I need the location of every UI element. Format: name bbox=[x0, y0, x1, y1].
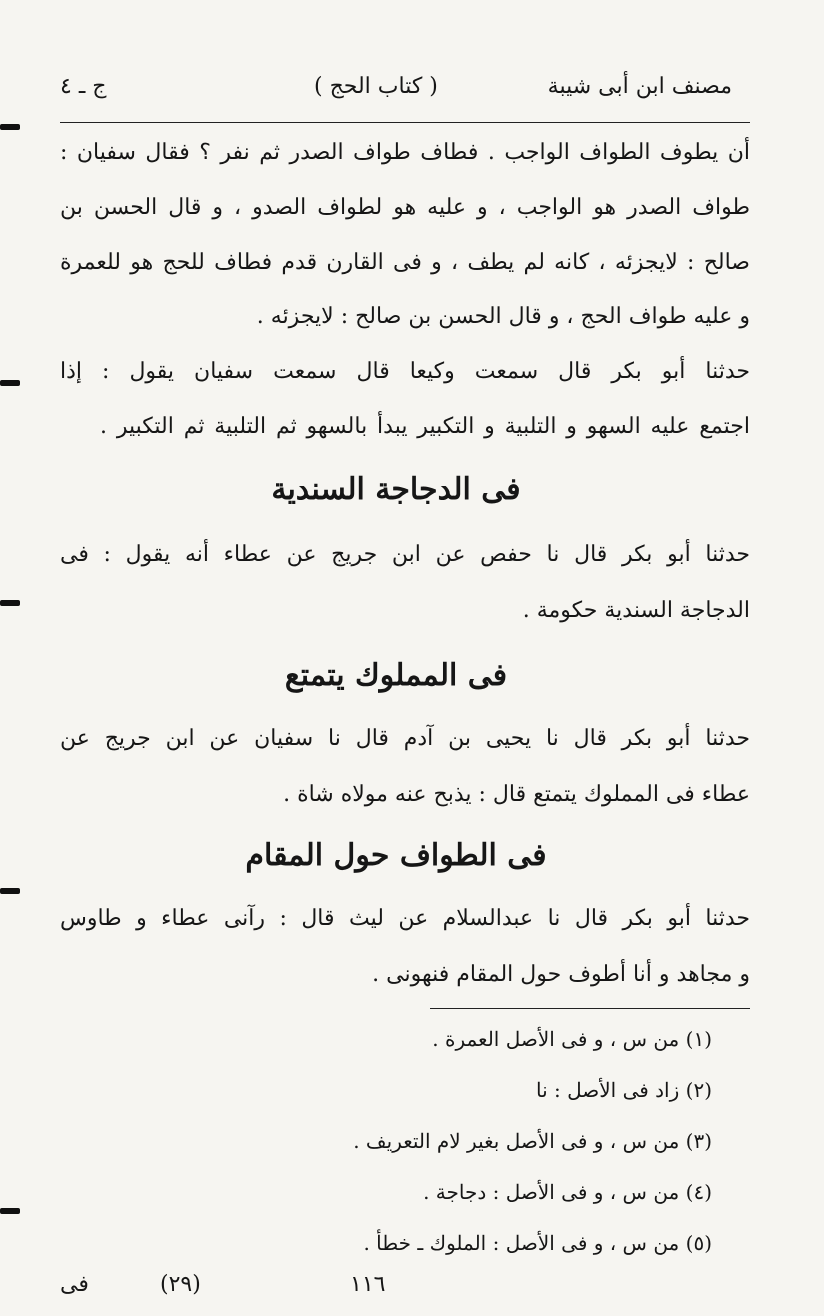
page-number: ١١٦ bbox=[350, 1272, 386, 1297]
body-line: حدثنا أبو بكر قال نا عبدالسلام عن ليث قال : رآنى عطاء و طاوس bbox=[60, 906, 750, 931]
section-heading: فى المملوك يتمتع bbox=[284, 658, 508, 693]
section-heading: فى الدجاجة السندية bbox=[271, 472, 521, 507]
scan-margin-mark bbox=[0, 1208, 20, 1214]
section-heading: فى الطواف حول المقام bbox=[245, 838, 547, 873]
scan-margin-mark bbox=[0, 124, 20, 130]
footnote: (٥) من س ، و فى الأصل : الملوك ـ خطأ . bbox=[363, 1231, 712, 1255]
body-line: حدثنا أبو بكر قال سمعت وكيعا قال سمعت سفيان يقول : إذا bbox=[60, 359, 750, 384]
volume-number: (٢٩) bbox=[160, 1272, 201, 1297]
body-line: طواف الصدر هو الواجب ، و عليه هو لطواف الصدو ، و قال الحسن بن bbox=[60, 195, 750, 220]
body-line: حدثنا أبو بكر قال نا حفص عن ابن جريج عن عطاء أنه يقول : فى bbox=[60, 542, 750, 567]
footnote: (٣) من س ، و فى الأصل بغير لام التعريف . bbox=[353, 1129, 712, 1153]
scan-margin-mark bbox=[0, 380, 20, 386]
body-line: اجتمع عليه السهو و التلبية و التكبير يبدأ بالسهو ثم التلبية ثم التكبير . bbox=[100, 414, 750, 439]
header-book-title: مصنف ابن أبى شيبة bbox=[547, 74, 732, 99]
footnote: (١) من س ، و فى الأصل العمرة . bbox=[432, 1027, 712, 1051]
header-volume: ج ـ ٤ bbox=[60, 74, 107, 99]
catchword: فى bbox=[60, 1272, 89, 1297]
body-line: و مجاهد و أنا أطوف حول المقام فنهونى . bbox=[372, 962, 750, 987]
footnote: (٤) من س ، و فى الأصل : دجاجة . bbox=[423, 1180, 712, 1204]
header-chapter-title: ( كتاب الحج ) bbox=[314, 74, 438, 99]
body-line: الدجاجة السندية حكومة . bbox=[522, 598, 750, 623]
body-line: صالح : لايجزئه ، كانه لم يطف ، و فى القارن قدم فطاف للحج هو للعمرة bbox=[60, 250, 750, 275]
footnote-rule bbox=[430, 1008, 750, 1009]
footnote: (٢) زاد فى الأصل : نا bbox=[536, 1078, 712, 1102]
body-line: و عليه طواف الحج ، و قال الحسن بن صالح : لايجزئه . bbox=[256, 304, 750, 329]
header-rule bbox=[60, 122, 750, 123]
page-header bbox=[60, 74, 732, 114]
body-line: أن يطوف الطواف الواجب . فطاف طواف الصدر ثم نفر ؟ فقال سفيان : bbox=[60, 140, 750, 165]
body-line: عطاء فى المملوك يتمتع قال : يذبح عنه مولاه شاة . bbox=[283, 782, 750, 807]
body-line: حدثنا أبو بكر قال نا يحيى بن آدم قال نا سفيان عن ابن جريج عن bbox=[60, 726, 750, 751]
scan-margin-mark bbox=[0, 600, 20, 606]
scan-margin-mark bbox=[0, 888, 20, 894]
